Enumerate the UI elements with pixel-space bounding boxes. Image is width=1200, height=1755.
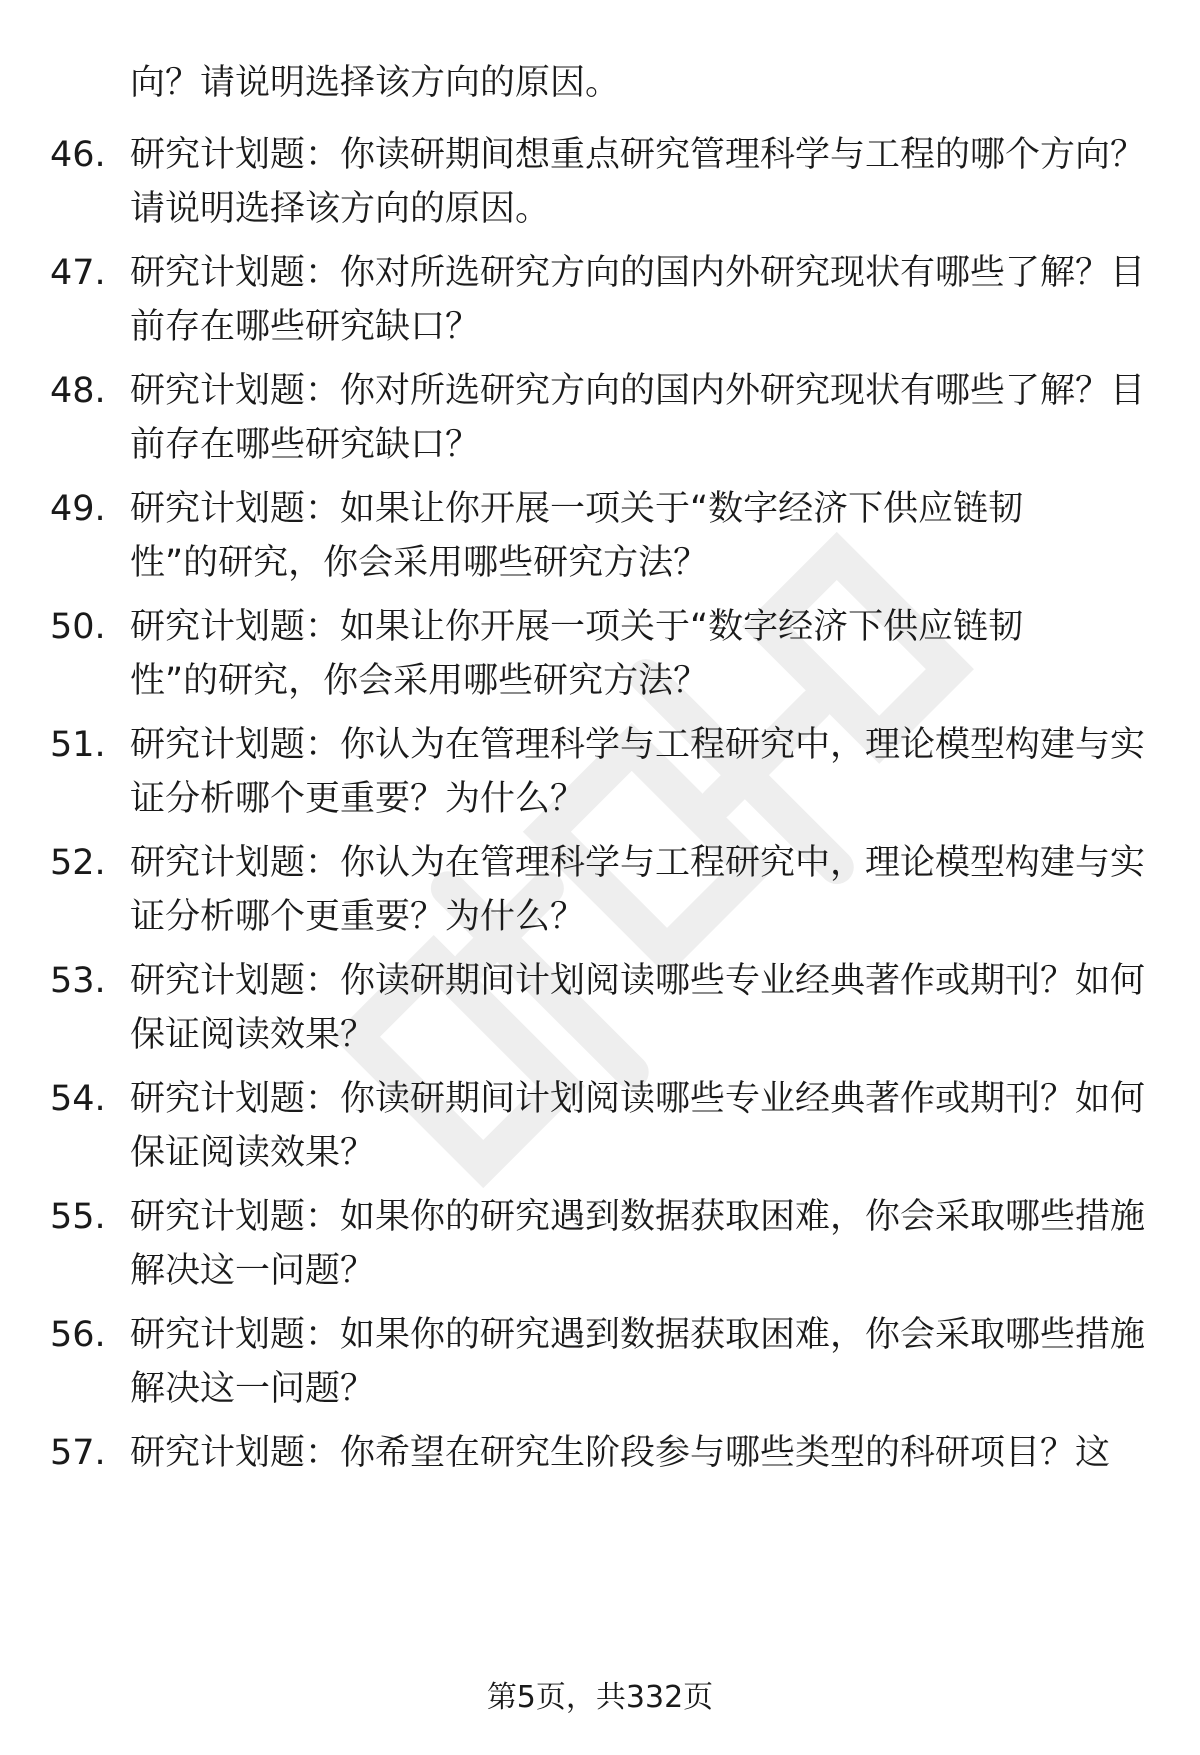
question-number: 51.	[50, 725, 106, 765]
question-item	[50, 364, 1160, 472]
question-text: 研究计划题：你对所选研究方向的国内外研究现状有哪些了解？目前存在哪些研究缺口？	[130, 253, 1146, 347]
question-item	[50, 246, 1160, 354]
question-text: 研究计划题：如果让你开展一项关于“数字经济下供应链韧性”的研究，你会采用哪些研究方法？	[130, 607, 1024, 701]
question-number: 53.	[50, 961, 106, 1001]
page-number-footer: 第5页，共332页	[486, 1680, 714, 1715]
question-number: 50.	[50, 607, 106, 647]
question-item	[50, 600, 1160, 708]
question-item	[50, 836, 1160, 944]
question-item	[50, 1190, 1160, 1298]
question-number: 54.	[50, 1079, 106, 1119]
question-item	[50, 482, 1160, 590]
continuation-line: 向？请说明选择该方向的原因。	[130, 63, 621, 103]
question-text: 研究计划题：你希望在研究生阶段参与哪些类型的科研项目？这	[130, 1433, 1111, 1473]
question-number: 47.	[50, 253, 106, 293]
question-item	[50, 1072, 1160, 1180]
question-text: 研究计划题：你对所选研究方向的国内外研究现状有哪些了解？目前存在哪些研究缺口？	[130, 371, 1146, 465]
question-number: 49.	[50, 489, 106, 529]
question-number: 57.	[50, 1433, 106, 1473]
question-number: 55.	[50, 1197, 106, 1237]
question-number: 48.	[50, 371, 106, 411]
question-text: 研究计划题：如果让你开展一项关于“数字经济下供应链韧性”的研究，你会采用哪些研究方法？	[130, 489, 1024, 583]
question-item	[50, 954, 1160, 1062]
question-item	[50, 1426, 1160, 1480]
question-item	[50, 718, 1160, 826]
question-item	[50, 1308, 1160, 1416]
question-text: 研究计划题：你读研期间计划阅读哪些专业经典著作或期刊？如何保证阅读效果？	[130, 961, 1146, 1055]
question-text: 研究计划题：你认为在管理科学与工程研究中，理论模型构建与实证分析哪个更重要？为什么？	[130, 725, 1146, 819]
question-text: 研究计划题：你读研期间想重点研究管理科学与工程的哪个方向？请说明选择该方向的原因。	[130, 135, 1146, 229]
question-number: 46.	[50, 135, 106, 175]
question-text: 研究计划题：你读研期间计划阅读哪些专业经典著作或期刊？如何保证阅读效果？	[130, 1079, 1146, 1173]
question-number: 52.	[50, 843, 106, 883]
question-item	[50, 128, 1160, 236]
question-text: 研究计划题：如果你的研究遇到数据获取困难，你会采取哪些措施解决这一问题？	[130, 1197, 1146, 1291]
question-number: 56.	[50, 1315, 106, 1355]
question-text: 研究计划题：你认为在管理科学与工程研究中，理论模型构建与实证分析哪个更重要？为什么？	[130, 843, 1146, 937]
question-text: 研究计划题：如果你的研究遇到数据获取困难，你会采取哪些措施解决这一问题？	[130, 1315, 1146, 1409]
